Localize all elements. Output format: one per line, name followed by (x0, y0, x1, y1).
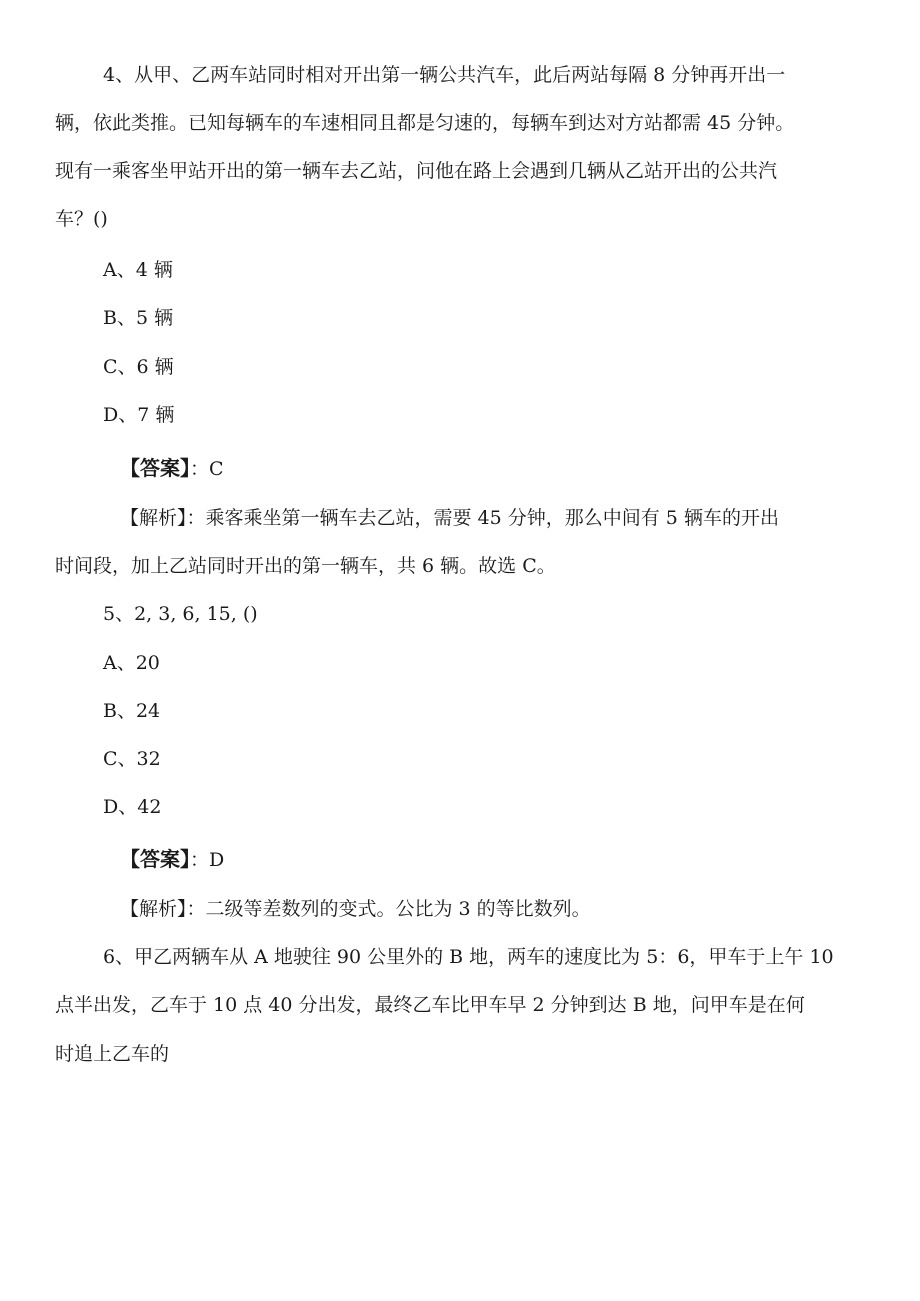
explanation-tag: 【解析】 (120, 898, 187, 920)
q6-stem-line-1: 6、甲乙两辆车从 A 地驶往 90 公里外的 B 地，两车的速度比为 5：6，甲车于上午 10 (103, 946, 834, 968)
answer-value: ：D (190, 849, 225, 871)
q4-option-a: A、4 辆 (103, 259, 173, 281)
q4-option-b: B、5 辆 (103, 307, 174, 329)
q6-stem-line-2: 点半出发，乙车于 10 点 40 分出发，最终乙车比甲车早 2 分钟到达 B 地，问甲车是在何 (55, 994, 805, 1016)
explanation-text: ：二级等差数列的变式。公比为 3 的等比数列。 (186, 898, 591, 920)
q5-stem: 5、2, 3, 6, 15, () (103, 603, 258, 625)
q4-option-c: C、6 辆 (103, 356, 174, 378)
q6-stem-line-3: 时追上乙车的 (55, 1043, 170, 1065)
answer-tag: 【答案】 (120, 847, 190, 871)
answer-tag: 【答案】 (120, 456, 190, 480)
q5-option-d: D、42 (103, 796, 162, 818)
q5-explanation (120, 896, 591, 922)
q4-option-d: D、7 辆 (103, 404, 175, 426)
q4-stem-line-4: 车？() (55, 208, 108, 230)
q4-stem-line-3: 现有一乘客坐甲站开出的第一辆车去乙站，问他在路上会遇到几辆从乙站开出的公共汽 (55, 160, 778, 182)
explanation-tag: 【解析】 (120, 507, 187, 529)
q4-stem-line-1: 4、从甲、乙两车站同时相对开出第一辆公共汽车，此后两站每隔 8 分钟再开出一 (103, 64, 786, 86)
q4-stem-line-2: 辆，依此类推。已知每辆车的车速相同且都是匀速的，每辆车到达对方站都需 45 分钟。 (55, 112, 795, 134)
q5-answer (120, 846, 224, 873)
q4-explanation-line-2: 时间段，加上乙站同时开出的第一辆车，共 6 辆。故选 C。 (55, 555, 556, 577)
q4-explanation-line-1 (120, 505, 779, 531)
explanation-text: ：乘客乘坐第一辆车去乙站，需要 45 分钟，那么中间有 5 辆车的开出 (186, 507, 779, 529)
answer-value: ：C (190, 458, 224, 480)
q5-option-c: C、32 (103, 748, 161, 770)
q5-option-b: B、24 (103, 700, 161, 722)
q5-option-a: A、20 (103, 652, 160, 674)
q4-answer (120, 455, 224, 482)
